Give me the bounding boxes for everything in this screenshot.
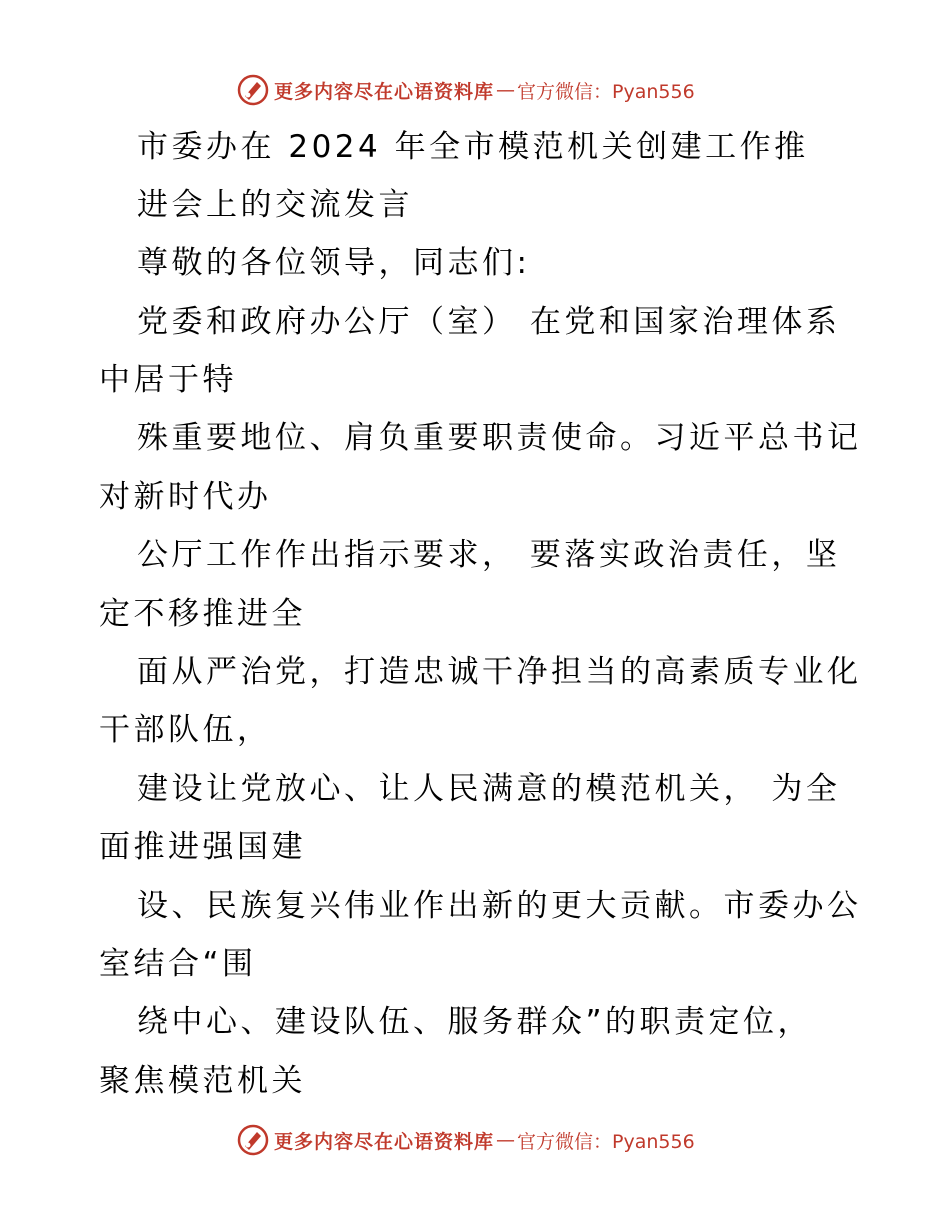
banner-text: 更多内容尽在心语资料库	[274, 1130, 495, 1153]
banner-dash: —	[496, 1129, 516, 1151]
title-line-1: 市委办在 2024 年全市模范机关创建工作推	[137, 129, 809, 165]
library-logo-icon	[236, 1123, 270, 1157]
banner-text: 更多内容尽在心语资料库	[274, 80, 495, 103]
body-line: 面从严治党，打造忠诚干净担当的高素质专业化	[137, 654, 862, 690]
footer-banner	[236, 1122, 695, 1158]
body-line: 殊重要地位、肩负重要职责使命。习近平总书记	[137, 420, 862, 456]
banner-wechat: 官方微信：Pyan556	[517, 1130, 695, 1153]
body-line: 党委和政府办公厅（室） 在党和国家治理体系	[137, 304, 841, 340]
body-line: 中居于特	[99, 362, 237, 398]
body-line: 对新时代办	[99, 479, 272, 515]
body-line: 公厅工作作出指示要求， 要落实政治责任，坚	[137, 537, 841, 573]
body-line: 室结合“围	[99, 946, 257, 982]
body-line: 面推进强国建	[99, 829, 306, 865]
banner-dash: —	[496, 79, 516, 101]
banner-wechat: 官方微信：Pyan556	[517, 80, 695, 103]
body-line: 定不移推进全	[99, 596, 306, 632]
body-line: 聚焦模范机关	[99, 1063, 306, 1099]
body-line: 绕中心、建设队伍、服务群众”的职责定位，	[137, 1004, 813, 1040]
library-logo-icon	[236, 73, 270, 107]
body-line: 干部队伍，	[99, 712, 272, 748]
header-banner	[236, 72, 695, 108]
title-line-2: 进会上的交流发言	[137, 187, 413, 223]
body-line: 设、民族复兴伟业作出新的更大贡献。市委办公	[137, 888, 862, 924]
salutation: 尊敬的各位领导，同志们:	[137, 245, 531, 281]
body-line: 建设让党放心、让人民满意的模范机关， 为全	[137, 771, 841, 807]
